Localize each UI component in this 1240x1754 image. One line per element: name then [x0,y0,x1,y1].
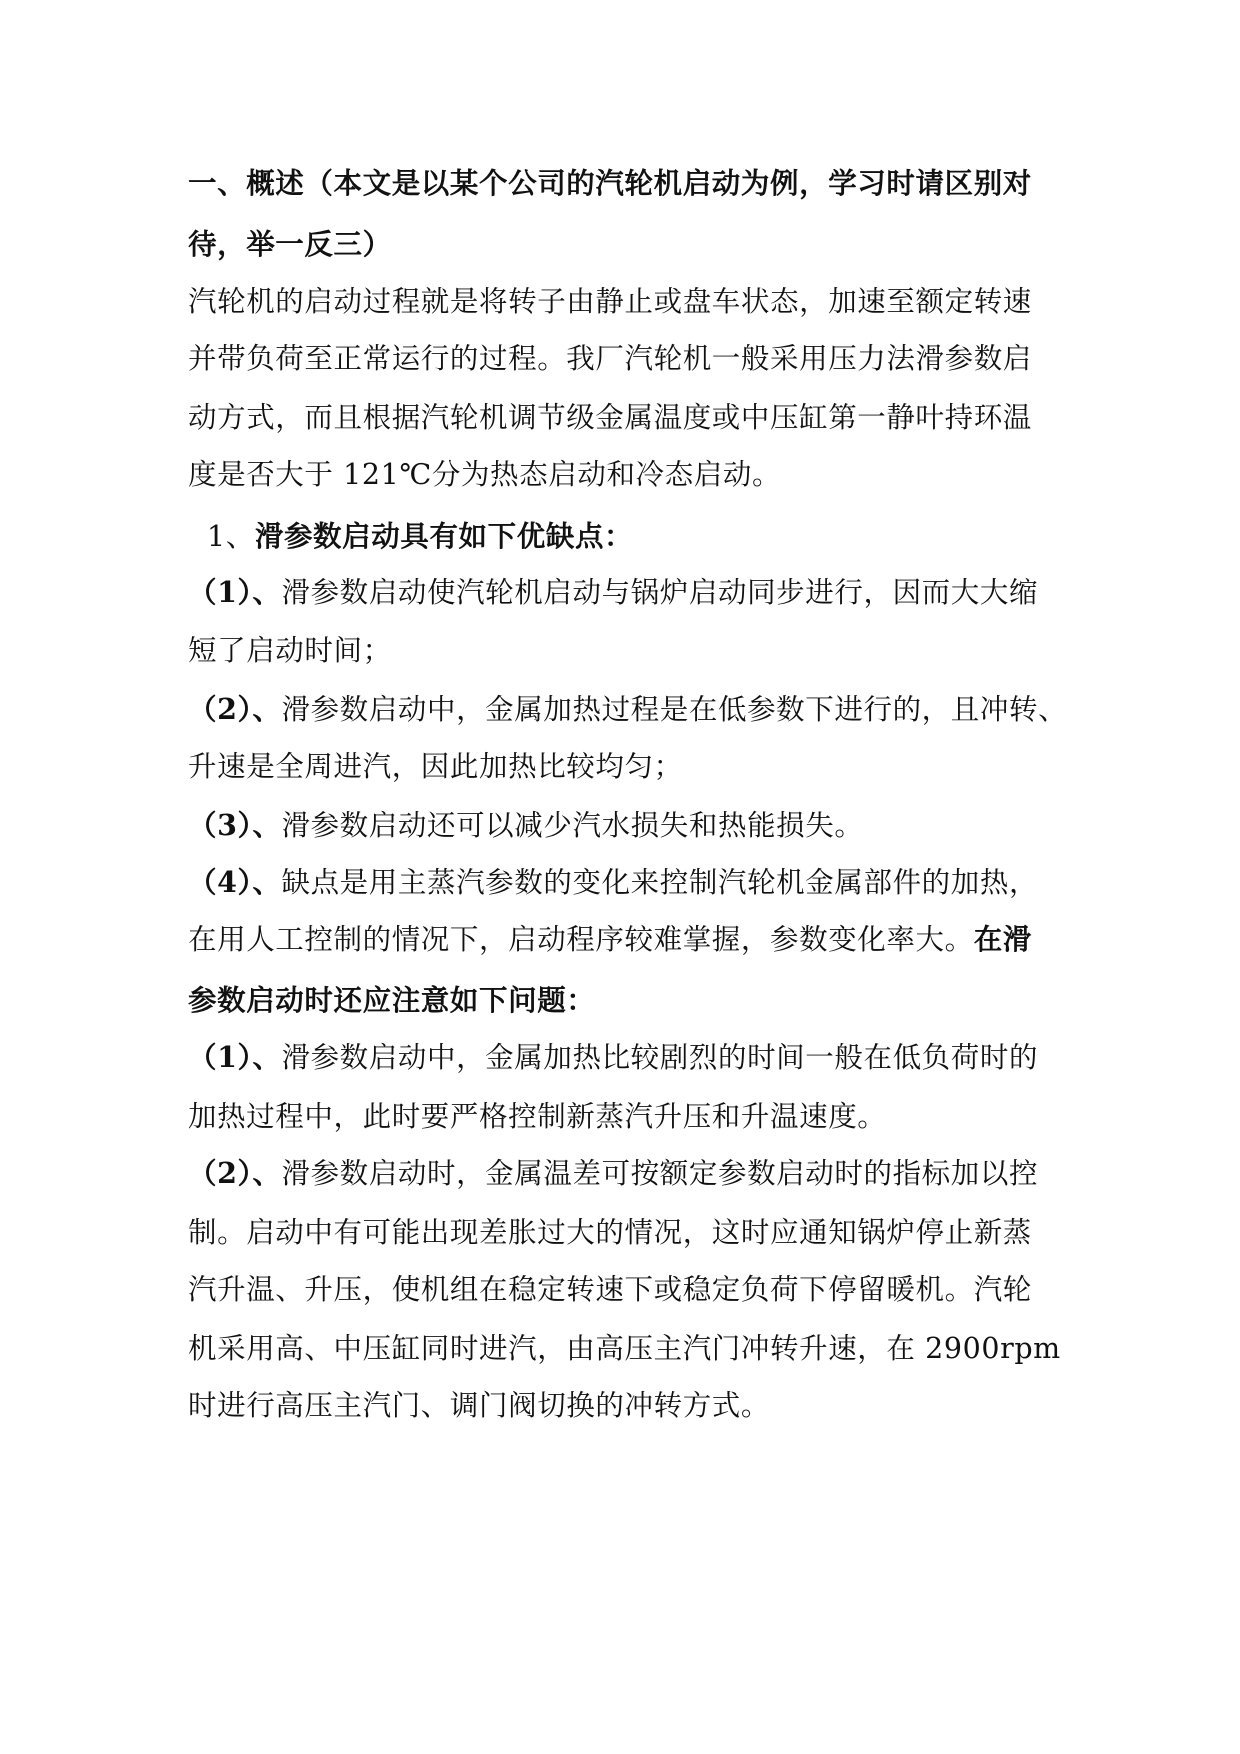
list-item-line [188,860,1038,901]
section-heading-line-2 [188,222,392,263]
text-segment: 待，举一反三） [188,227,392,261]
list-marker: （1）、 [188,1040,282,1074]
list-marker: （1）、 [188,575,282,609]
paragraph-line [188,279,1032,320]
text-segment: 汽轮机的启动过程就是将转子由静止或盘车状态，加速至额定转速 [188,285,1032,318]
paragraph-line [188,1326,1061,1367]
text-segment: 机采用高、中压缸同时进汽，由高压主汽门冲转升速，在 2900rpm [188,1332,1061,1365]
paragraph-line [188,1267,1032,1308]
text-segment: 滑参数启动中，金属加热过程是在低参数下进行的，且冲转、 [281,693,1068,726]
text-segment: 动方式，而且根据汽轮机调节级金属温度或中压缸第一静叶持环温 [188,401,1032,434]
subheading-line [207,514,633,555]
list-marker: （2）、 [188,1156,282,1190]
paragraph-line [188,1094,886,1135]
subheading-text: 滑参数启动具有如下优缺点： [254,519,634,553]
bold-text-segment: 在滑 [973,922,1032,956]
list-marker: （3）、 [188,808,282,842]
list-number: 1、 [207,520,255,553]
text-segment: 短了启动时间； [188,634,392,667]
text-segment: 度是否大于 121℃分为热态启动和冷态启动。 [188,458,782,491]
paragraph-line [188,395,1032,436]
text-segment: 升速是全周进汽，因此加热比较均匀； [188,750,683,783]
paragraph-line [188,1383,770,1424]
list-item-line [188,1151,1038,1192]
text-segment: 参数启动时还应注意如下问题： [188,983,596,1017]
paragraph-line [188,917,1032,958]
text-segment: 滑参数启动时，金属温差可按额定参数启动时的指标加以控 [281,1157,1039,1190]
text-segment: 加热过程中，此时要严格控制新蒸汽升压和升温速度。 [188,1100,887,1133]
paragraph-line [188,628,392,669]
text-segment: 制。启动中有可能出现差胀过大的情况，这时应通知锅炉停止新蒸 [188,1216,1032,1249]
list-item-line [188,1035,1038,1076]
text-segment: 滑参数启动还可以减少汽水损失和热能损失。 [281,809,864,842]
bold-paragraph-line [188,978,595,1019]
text-segment: 并带负荷至正常运行的过程。我厂汽轮机一般采用压力法滑参数启 [188,342,1032,375]
paragraph-line [188,452,781,493]
list-marker: （2）、 [188,692,282,726]
list-item-line [188,570,1038,611]
text-segment: 滑参数启动使汽轮机启动与锅炉启动同步进行，因而大大缩 [281,576,1039,609]
list-marker: （4）、 [188,865,282,899]
text-segment: 一、概述（本文是以某个公司的汽轮机启动为例，学习时请区别对 [188,166,1032,200]
paragraph-line [188,744,683,785]
paragraph-line [188,1210,1032,1251]
list-item-line [188,687,1067,728]
text-segment: 在用人工控制的情况下，启动程序较难掌握，参数变化率大。 [188,923,974,956]
list-item-line [188,803,864,844]
section-heading-line-1 [188,161,1032,202]
text-segment: 汽升温、升压，使机组在稳定转速下或稳定负荷下停留暖机。汽轮 [188,1273,1032,1306]
paragraph-line [188,336,1032,377]
text-segment: 时进行高压主汽门、调门阀切换的冲转方式。 [188,1389,771,1422]
text-segment: 缺点是用主蒸汽参数的变化来控制汽轮机金属部件的加热， [281,866,1039,899]
text-segment: 滑参数启动中，金属加热比较剧烈的时间一般在低负荷时的 [281,1041,1039,1074]
